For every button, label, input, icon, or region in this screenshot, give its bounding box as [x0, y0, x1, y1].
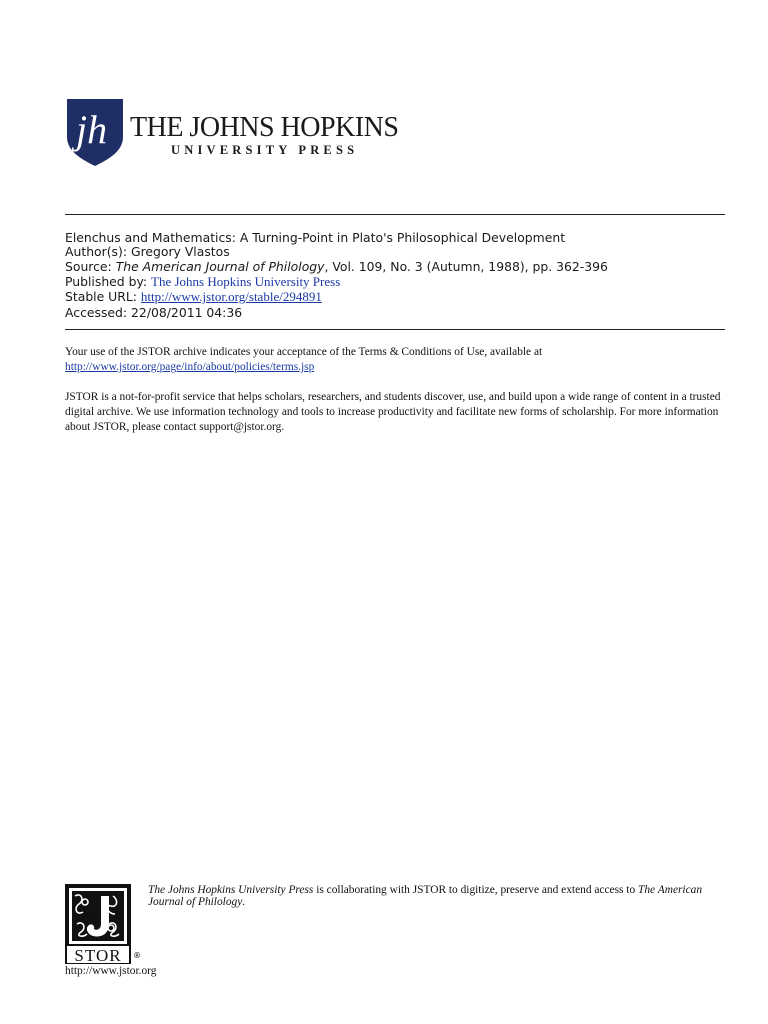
bottom-divider: [65, 329, 725, 330]
publisher-link[interactable]: The Johns Hopkins University Press: [151, 274, 341, 289]
terms-notice: [65, 345, 727, 375]
collaboration-notice: [148, 884, 728, 908]
footer-publisher: The Johns Hopkins University Press: [148, 884, 314, 896]
terms-link[interactable]: http://www.jstor.org/page/info/about/policies/terms.jsp: [65, 361, 315, 373]
jstor-url[interactable]: http://www.jstor.org: [65, 965, 157, 977]
footer-period: .: [242, 896, 246, 908]
publisher-name-line2: UNIVERSITY PRESS: [171, 143, 359, 157]
published-line: [65, 274, 340, 289]
article-title: Elenchus and Mathematics: A Turning-Point in Plato's Philosophical Development: [65, 230, 566, 245]
publisher-name-line1: THE JOHNS HOPKINS: [130, 112, 399, 143]
publisher-shield-logo: [65, 97, 125, 167]
published-label: Published by:: [65, 274, 148, 289]
stable-url-link[interactable]: http://www.jstor.org/stable/294891: [140, 289, 322, 304]
footer-collab-text: is collaborating with JSTOR to digitize, preserve and extend access to: [313, 884, 639, 896]
registered-mark: ®: [133, 951, 141, 960]
author-line: [65, 244, 230, 259]
author-label: Author(s):: [65, 244, 128, 259]
source-label: Source:: [65, 259, 112, 274]
logo-monogram: jh: [76, 107, 108, 152]
terms-text: Your use of the JSTOR archive indicates your acceptance of the Terms & Conditions of Use, available at: [65, 346, 543, 358]
stable-url-line: [65, 289, 322, 304]
accessed-label: Accessed:: [65, 305, 128, 320]
footer-journal: The American Journal of Philology: [148, 884, 703, 908]
jstor-logo: [65, 884, 131, 964]
stable-url-label: Stable URL:: [65, 289, 137, 304]
top-divider: [65, 214, 725, 215]
source-details: , Vol. 109, No. 3 (Autumn, 1988), pp. 362-396: [324, 259, 608, 274]
source-line: [65, 259, 608, 274]
accessed-date: 22/08/2011 04:36: [131, 305, 243, 320]
jstor-logo-text: STOR: [74, 946, 122, 964]
author-name: Gregory Vlastos: [130, 244, 230, 259]
jstor-description: JSTOR is a not-for-profit service that helps scholars, researchers, and students discover, use, and build upon a wide range of content in a trusted digital archive. We use information technology and tools to increase productivity and facilitate new forms of scholarship. For more information about JSTOR, please contact support@jstor.org.: [65, 391, 721, 433]
source-journal: The American Journal of Philology: [115, 259, 325, 274]
accessed-line: [65, 305, 242, 320]
